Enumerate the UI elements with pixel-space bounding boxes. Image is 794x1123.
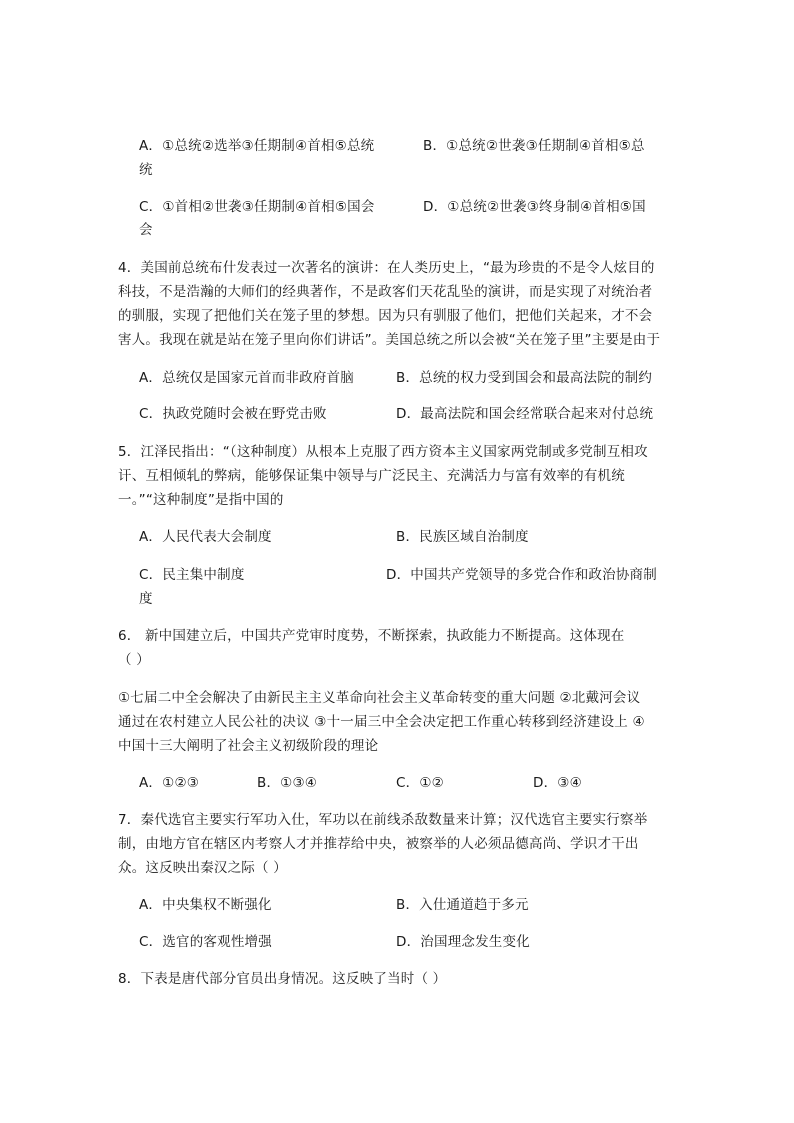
q3-option-c: C．①首相②世袭③任期制④首相⑤国会 <box>139 199 375 215</box>
q6-option-a: A．①②③ <box>139 775 200 791</box>
q6-answer-blank: （ ） <box>118 652 150 668</box>
q7-stem-line: 7．秦代选官主要实行军功入仕，军功以在前线杀敌数量来计算；汉代选官主要实行察举 <box>118 812 648 828</box>
q5-option-d-wrap: 度 <box>139 591 153 607</box>
q5-option-d: D．中国共产党领导的多党合作和政治协商制 <box>386 567 657 583</box>
q6-option-d: D．③④ <box>533 775 582 791</box>
q4-option-a: A．总统仅是国家元首而非政府首脑 <box>139 370 354 386</box>
q4-option-c: C．执政党随时会被在野党击败 <box>139 406 327 422</box>
q6-item-line: 通过在农村建立人民公社的决议 ③十一届三中全会决定把工作重心转移到经济建设上 ④ <box>118 714 645 730</box>
q7-stem-line: 制，由地方官在辖区内考察人才并推荐给中央，被察举的人必须品德高尚、学识才干出 <box>118 836 639 852</box>
q4-option-d: D．最高法院和国会经常联合起来对付总统 <box>396 406 654 422</box>
q8-stem: 8．下表是唐代部分官员出身情况。这反映了当时（ ） <box>118 971 447 987</box>
q7-option-c: C．选官的客观性增强 <box>139 934 272 950</box>
q4-option-b: B．总统的权力受到国会和最高法院的制约 <box>396 370 653 386</box>
q5-stem-line: 一。”“这种制度”是指中国的 <box>118 492 284 508</box>
q3-option-b: B．①总统②世袭③任期制④首相⑤总 <box>423 138 645 154</box>
q7-option-d: D．治国理念发生变化 <box>396 934 530 950</box>
q5-option-c: C．民主集中制度 <box>139 567 245 583</box>
q7-stem-line: 众。这反映出秦汉之际（ ） <box>118 860 287 876</box>
q7-option-b: B．入仕通道趋于多元 <box>396 897 529 913</box>
q7-option-a: A．中央集权不断强化 <box>139 897 272 913</box>
q5-stem-line: 讦、互相倾轧的弊病，能够保证集中领导与广泛民主、充满活力与富有效率的有机统 <box>118 468 625 484</box>
q3-option-c-wrap: 会 <box>139 222 153 238</box>
q5-option-a: A．人民代表大会制度 <box>139 529 272 545</box>
q6-option-c: C．①② <box>396 775 444 791</box>
q4-stem-line: 4．美国前总统布什发表过一次著名的演讲：在人类历史上，“最为珍贵的不是令人炫目的 <box>118 260 655 276</box>
q4-stem-line: 害人。我现在就是站在笼子里向你们讲话”。美国总统之所以会被“关在笼子里”主要是由于 <box>118 332 661 348</box>
q3-option-d: D．①总统②世袭③终身制④首相⑤国 <box>423 199 646 215</box>
q6-stem-line: 6． 新中国建立后，中国共产党审时度势，不断探索，执政能力不断提高。这体现在 <box>118 628 625 644</box>
q4-stem-line: 科技，不是浩瀚的大师们的经典著作，不是政客们天花乱坠的演讲，而是实现了对统治者 <box>118 284 653 300</box>
q6-item-line: 中国十三大阐明了社会主义初级阶段的理论 <box>118 738 379 754</box>
q5-stem-line: 5．江泽民指出：“（这种制度）从根本上克服了西方资本主义国家两党制或多党制互相攻 <box>118 444 648 460</box>
q3-option-a: A．①总统②选举③任期制④首相⑤总统 <box>139 138 375 154</box>
q6-item-line: ①七届二中全会解决了由新民主主义革命向社会主义革命转变的重大问题 ②北戴河会议 <box>118 690 641 706</box>
q6-option-b: B．①③④ <box>257 775 318 791</box>
q3-option-a-wrap: 统 <box>139 162 153 178</box>
q5-option-b: B．民族区域自治制度 <box>396 529 529 545</box>
q4-stem-line: 的驯服，实现了把他们关在笼子里的梦想。因为只有驯服了他们，把他们关起来，才不会 <box>118 308 653 324</box>
